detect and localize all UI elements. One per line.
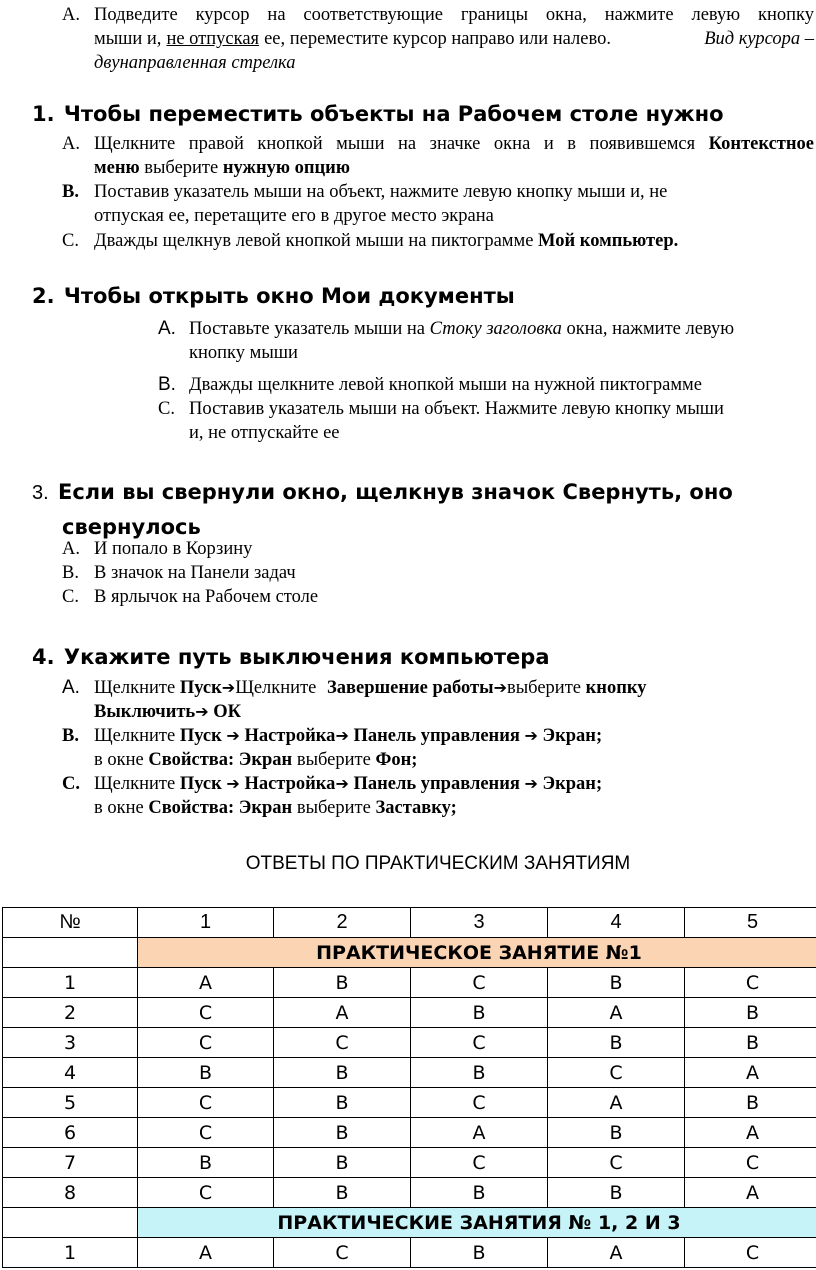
option-letter: B. bbox=[62, 182, 79, 202]
bold-text: Пуск bbox=[179, 678, 222, 698]
section-label: ПРАКТИЧЕСКИЕ ЗАНЯТИЯ № 1, 2 И 3 bbox=[138, 1208, 816, 1238]
option-letter: C. bbox=[62, 231, 79, 251]
question-number: 1. bbox=[32, 102, 55, 126]
arrow-right-icon: ➔ bbox=[493, 678, 507, 697]
question-number: 2. bbox=[32, 284, 55, 308]
table-cell: B bbox=[685, 998, 816, 1028]
option-line: В ярлычок на Рабочем столе bbox=[94, 587, 319, 607]
table-header-row bbox=[3, 908, 816, 938]
table-cell: C bbox=[274, 1238, 411, 1268]
table-cell: B bbox=[411, 1238, 548, 1268]
table-cell: C bbox=[411, 1088, 548, 1118]
table-cell: C bbox=[685, 1238, 816, 1268]
text-span: выберите bbox=[296, 750, 371, 770]
question-3-heading bbox=[32, 475, 733, 544]
table-cell: B bbox=[685, 1028, 816, 1058]
bold-text: Экран; bbox=[542, 726, 603, 746]
bold-text: Заставку; bbox=[375, 798, 457, 818]
table-cell: 1 bbox=[3, 1238, 138, 1268]
table-cell: C bbox=[411, 1148, 548, 1178]
table-cell: B bbox=[411, 998, 548, 1028]
table-cell: B bbox=[274, 1118, 411, 1148]
arrow-right-icon: ➔ bbox=[335, 726, 349, 745]
option-line: Подведите курсор на соответствующие границы окна, нажмите левую кнопку bbox=[94, 5, 814, 25]
option-line: И попало в Корзину bbox=[94, 539, 253, 559]
table-cell: C bbox=[138, 1118, 274, 1148]
option-letter: B. bbox=[158, 374, 176, 395]
table-cell: A bbox=[138, 1238, 274, 1268]
bold-text: Контекстное bbox=[708, 134, 814, 154]
table-cell: C bbox=[274, 1028, 411, 1058]
text-span: мыши и, bbox=[94, 29, 162, 49]
header-cell: 1 bbox=[138, 908, 274, 938]
table-cell: 5 bbox=[3, 1088, 138, 1118]
table-cell bbox=[3, 938, 138, 968]
table-row bbox=[3, 1088, 816, 1118]
option-line: Поставив указатель мыши на объект, нажмите левую кнопку мыши и, не bbox=[94, 182, 668, 202]
option-letter: B. bbox=[62, 563, 79, 583]
table-row bbox=[3, 968, 816, 998]
table-cell: B bbox=[274, 1178, 411, 1208]
table-cell: C bbox=[138, 1088, 274, 1118]
table-cell: 2 bbox=[3, 998, 138, 1028]
table-cell: C bbox=[548, 1148, 685, 1178]
table-cell: B bbox=[411, 1058, 548, 1088]
header-cell: 2 bbox=[274, 908, 411, 938]
bold-text: Панель управления bbox=[353, 726, 520, 746]
table-cell: C bbox=[411, 1028, 548, 1058]
bold-text: Мой компьютер. bbox=[538, 231, 679, 251]
question-title: свернулось bbox=[62, 515, 201, 539]
option-letter: A. bbox=[62, 677, 80, 698]
option-line: и, не отпускайте ее bbox=[189, 423, 340, 443]
text-span: Щелкните bbox=[94, 678, 176, 698]
table-cell: B bbox=[274, 1058, 411, 1088]
table-cell: B bbox=[548, 1178, 685, 1208]
table-cell: B bbox=[274, 1088, 411, 1118]
table-cell: A bbox=[685, 1058, 816, 1088]
table-cell: A bbox=[411, 1118, 548, 1148]
table-cell: C bbox=[411, 968, 548, 998]
arrow-right-icon: ➔ bbox=[524, 774, 538, 793]
question-2-heading bbox=[32, 283, 515, 309]
text-span: Щелкните правой кнопкой мыши на значке окна и в появившемся bbox=[94, 134, 696, 154]
bold-text: ОК bbox=[213, 702, 242, 722]
arrow-right-icon: ➔ bbox=[335, 774, 349, 793]
arrow-right-icon: ➔ bbox=[221, 678, 236, 697]
bold-text: Настройка bbox=[244, 774, 336, 794]
table-row bbox=[3, 998, 816, 1028]
text-span: Щелкните bbox=[94, 774, 176, 794]
bold-text: Панель управления bbox=[353, 774, 520, 794]
question-title: Чтобы переместить объекты на Рабочем столе нужно bbox=[63, 102, 724, 126]
text-span: Поставьте указатель мыши на bbox=[189, 319, 426, 339]
answers-table bbox=[2, 907, 816, 1268]
bold-text: Завершение работы bbox=[327, 678, 494, 698]
underlined-text: не отпуская bbox=[166, 29, 260, 49]
table-cell: 8 bbox=[3, 1178, 138, 1208]
table-cell: C bbox=[138, 998, 274, 1028]
table-cell: B bbox=[548, 1118, 685, 1148]
option-letter: C. bbox=[62, 774, 80, 794]
bold-text: меню bbox=[94, 158, 140, 178]
italic-text: Стоку заголовка bbox=[429, 319, 562, 339]
text-span: Дважды щелкнув левой кнопкой мыши на пиктограмме bbox=[94, 231, 534, 251]
table-cell: C bbox=[548, 1058, 685, 1088]
option-letter: A. bbox=[62, 5, 80, 25]
table-cell: C bbox=[685, 1148, 816, 1178]
question-title: Чтобы открыть окно Мои документы bbox=[63, 284, 515, 308]
section-label: ПРАКТИЧЕСКОЕ ЗАНЯТИЕ №1 bbox=[138, 938, 816, 968]
header-cell: 3 bbox=[411, 908, 548, 938]
table-cell: 6 bbox=[3, 1118, 138, 1148]
table-cell: C bbox=[138, 1178, 274, 1208]
table-cell: 7 bbox=[3, 1148, 138, 1178]
option-letter: C. bbox=[62, 587, 79, 607]
question-number: 4. bbox=[32, 645, 55, 669]
table-row bbox=[3, 1058, 816, 1088]
question-4-heading bbox=[32, 644, 550, 670]
bold-text: Свойства: Экран bbox=[148, 798, 293, 818]
bold-text: кнопку bbox=[585, 678, 647, 698]
header-cell: 4 bbox=[548, 908, 685, 938]
section-row bbox=[3, 938, 816, 968]
bold-text: Пуск bbox=[179, 774, 222, 794]
table-cell: B bbox=[138, 1058, 274, 1088]
question-title: Укажите путь выключения компьютера bbox=[63, 645, 550, 669]
option-letter: B. bbox=[62, 726, 79, 746]
table-cell: 1 bbox=[3, 968, 138, 998]
bold-text: Фон; bbox=[375, 750, 418, 770]
bold-text: Экран; bbox=[542, 774, 603, 794]
table-cell: B bbox=[685, 1088, 816, 1118]
table-row bbox=[3, 1148, 816, 1178]
arrow-right-icon: ➔ bbox=[226, 726, 240, 745]
table-cell: A bbox=[138, 968, 274, 998]
text-span: ее, переместите курсор направо или налево. bbox=[264, 29, 611, 49]
option-letter: A. bbox=[158, 318, 176, 339]
bold-text: нужную опцию bbox=[222, 158, 350, 178]
option-line: кнопку мыши bbox=[189, 343, 298, 363]
table-cell: B bbox=[548, 968, 685, 998]
bold-text: Выключить bbox=[94, 702, 196, 722]
table-cell: A bbox=[548, 1238, 685, 1268]
option-line: отпуская ее, перетащите его в другое место экрана bbox=[94, 206, 494, 226]
question-number: 3. bbox=[32, 482, 49, 504]
option-line bbox=[94, 27, 814, 51]
text-span: выберите bbox=[144, 158, 219, 178]
table-cell: B bbox=[274, 968, 411, 998]
arrow-right-icon: ➔ bbox=[195, 702, 209, 721]
arrow-right-icon: ➔ bbox=[226, 774, 240, 793]
table-cell: C bbox=[685, 968, 816, 998]
header-cell: № bbox=[3, 908, 138, 938]
italic-text: Вид курсора – bbox=[704, 29, 814, 49]
italic-text: двунаправленная стрелка bbox=[94, 53, 296, 73]
option-letter: A. bbox=[62, 539, 80, 559]
question-1-heading bbox=[32, 101, 724, 127]
text-span: окна, нажмите левую bbox=[566, 319, 735, 339]
table-cell: B bbox=[138, 1148, 274, 1178]
option-line: Дважды щелкните левой кнопкой мыши на нужной пиктограмме bbox=[189, 375, 702, 395]
table-row bbox=[3, 1178, 816, 1208]
table-cell: A bbox=[685, 1178, 816, 1208]
bold-text: Пуск bbox=[179, 726, 222, 746]
table-cell: A bbox=[685, 1118, 816, 1148]
table-cell: 3 bbox=[3, 1028, 138, 1058]
option-line: В значок на Панели задач bbox=[94, 563, 296, 583]
table-row bbox=[3, 1118, 816, 1148]
text-span: выберите bbox=[507, 678, 581, 698]
answers-title: ОТВЕТЫ ПО ПРАКТИЧЕСКИМ ЗАНЯТИЯМ bbox=[245, 853, 631, 874]
table-cell: 4 bbox=[3, 1058, 138, 1088]
table-row bbox=[3, 1028, 816, 1058]
text-span: выберите bbox=[296, 798, 371, 818]
text-span: Щелкните bbox=[94, 726, 176, 746]
option-letter: C. bbox=[158, 399, 175, 419]
table-cell bbox=[3, 1208, 138, 1238]
option-letter: A. bbox=[62, 134, 80, 154]
header-cell: 5 bbox=[685, 908, 816, 938]
bold-text: Свойства: Экран bbox=[148, 750, 293, 770]
text-span: Щелкните bbox=[235, 678, 317, 698]
question-title: Если вы свернули окно, щелкнув значок Свернуть, оно bbox=[58, 480, 733, 504]
text-span: в окне bbox=[94, 750, 144, 770]
table-cell: B bbox=[411, 1178, 548, 1208]
table-row bbox=[3, 1238, 816, 1268]
bold-text: Настройка bbox=[244, 726, 336, 746]
table-cell: A bbox=[548, 998, 685, 1028]
table-cell: C bbox=[138, 1028, 274, 1058]
text-span: в окне bbox=[94, 798, 144, 818]
table-cell: B bbox=[274, 1148, 411, 1178]
section-row bbox=[3, 1208, 816, 1238]
option-line: Поставив указатель мыши на объект. Нажмите левую кнопку мыши bbox=[189, 399, 724, 419]
arrow-right-icon: ➔ bbox=[524, 726, 538, 745]
table-cell: A bbox=[274, 998, 411, 1028]
table-cell: A bbox=[548, 1088, 685, 1118]
table-cell: B bbox=[548, 1028, 685, 1058]
